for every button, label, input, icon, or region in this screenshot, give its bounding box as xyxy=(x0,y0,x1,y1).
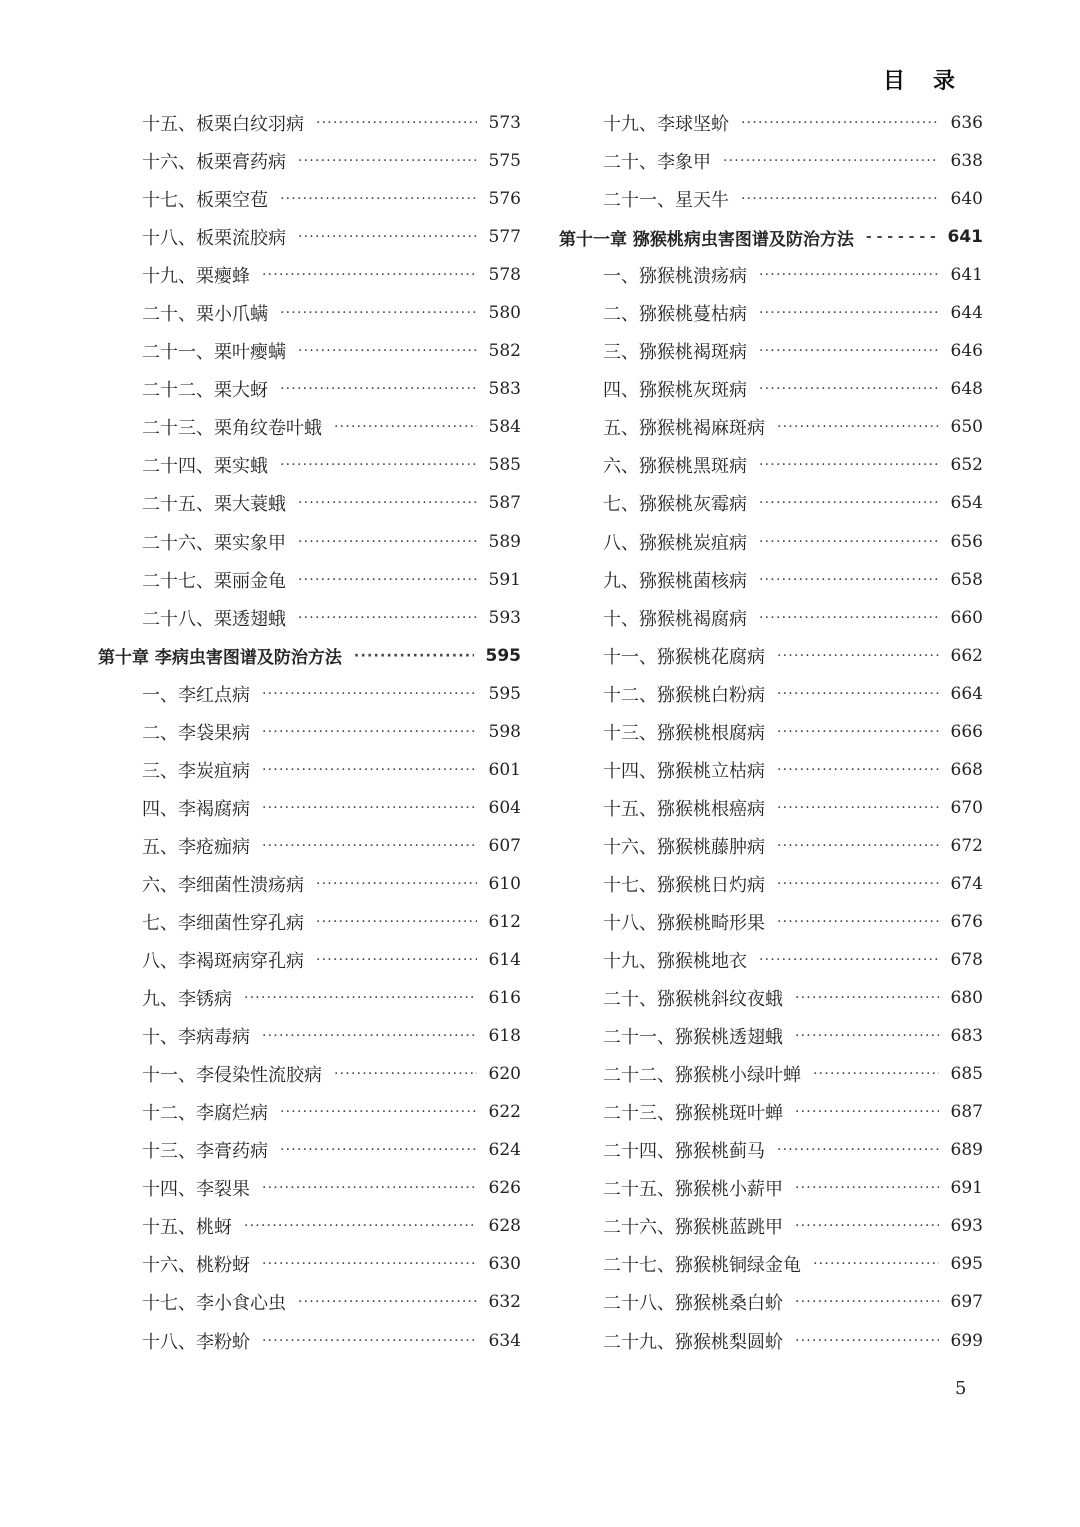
toc-entry-title: 十三、李膏药病 xyxy=(142,1141,268,1163)
toc-entry-title: 三、猕猴桃褐斑病 xyxy=(603,342,747,364)
toc-entry[interactable] xyxy=(559,1322,983,1360)
toc-entry-title: 十七、李小食心虫 xyxy=(142,1293,286,1315)
toc-entry-title: 二十、猕猴桃斜纹夜蛾 xyxy=(603,989,783,1011)
toc-entry-page: 610 xyxy=(488,873,521,894)
toc-leader-dots xyxy=(759,267,939,283)
toc-entry-title: 五、猕猴桃褐麻斑病 xyxy=(603,418,765,440)
toc-entry-title: 七、李细菌性穿孔病 xyxy=(142,913,304,934)
toc-entry-page: 652 xyxy=(950,455,983,476)
toc-leader-dots xyxy=(795,1180,939,1196)
toc-entry-title: 十一、李侵染性流胶病 xyxy=(142,1065,322,1087)
toc-entry-title: 八、猕猴桃炭疽病 xyxy=(603,532,747,554)
toc-entry-title: 十五、板栗白纹羽病 xyxy=(142,114,304,136)
toc-entry-page: 697 xyxy=(950,1292,983,1313)
toc-entry[interactable] xyxy=(98,1131,521,1169)
toc-leader-dots xyxy=(262,800,477,816)
toc-leader-dots xyxy=(334,1066,477,1082)
toc-entry-page: 612 xyxy=(488,912,521,932)
toc-leader-dots xyxy=(280,1104,477,1120)
toc-entry-page: 646 xyxy=(950,341,983,362)
toc-entry-title: 二、李袋果病 xyxy=(142,722,250,744)
toc-entry-page: 622 xyxy=(488,1102,521,1123)
toc-entry[interactable] xyxy=(98,446,521,484)
toc-entry-page: 618 xyxy=(488,1026,521,1047)
toc-entry-title: 一、猕猴桃溃疡病 xyxy=(603,266,747,288)
toc-entry[interactable] xyxy=(98,408,521,446)
toc-leader-dots xyxy=(262,1333,477,1349)
toc-entry[interactable] xyxy=(559,1207,983,1245)
toc-entry[interactable] xyxy=(98,599,521,637)
toc-entry-page: 672 xyxy=(950,835,983,856)
toc-entry-title: 十一、猕猴桃花腐病 xyxy=(603,646,765,668)
toc-leader-dots xyxy=(316,115,477,131)
toc-entry-page: 577 xyxy=(488,227,521,248)
toc-entry-page: 678 xyxy=(950,950,983,971)
toc-entry-page: 666 xyxy=(950,721,983,742)
toc-entry[interactable] xyxy=(98,675,521,713)
toc-entry-title: 十八、猕猴桃畸形果 xyxy=(603,913,765,934)
toc-entry-title: 二十八、栗透翅蛾 xyxy=(142,608,286,630)
toc-entry-title: 十三、猕猴桃根腐病 xyxy=(603,722,765,744)
toc-leader-dots xyxy=(298,534,477,550)
toc-entry-title: 十六、桃粉蚜 xyxy=(142,1255,250,1277)
toc-entry-title: 二十一、栗叶瘿螨 xyxy=(142,342,286,364)
toc-entry-page: 587 xyxy=(488,493,521,514)
toc-entry-title: 二十三、栗角纹卷叶蛾 xyxy=(142,418,322,440)
toc-entry[interactable] xyxy=(559,332,983,370)
toc-leader-dots xyxy=(813,1256,939,1272)
toc-leader-dots xyxy=(298,572,477,588)
toc-entry[interactable] xyxy=(559,941,983,979)
toc-entry[interactable] xyxy=(98,1283,521,1321)
toc-entry[interactable] xyxy=(559,599,983,637)
toc-entry[interactable] xyxy=(559,637,983,675)
toc-entry[interactable] xyxy=(98,865,521,903)
toc-leader-dots xyxy=(759,610,939,626)
toc-entry-page: 689 xyxy=(950,1140,983,1161)
toc-entry-title: 十五、猕猴桃根癌病 xyxy=(603,798,765,820)
toc-entry-page: 638 xyxy=(950,151,983,172)
toc-entry[interactable] xyxy=(98,1207,521,1245)
toc-entry-title: 八、李褐斑病穿孔病 xyxy=(142,951,304,973)
toc-entry-title: 四、猕猴桃灰斑病 xyxy=(603,380,747,402)
toc-entry-title: 十、猕猴桃褐腐病 xyxy=(603,608,747,630)
toc-entry[interactable] xyxy=(559,1055,983,1093)
toc-entry[interactable] xyxy=(559,979,983,1017)
toc-entry[interactable] xyxy=(559,903,983,941)
toc-entry[interactable] xyxy=(98,256,521,294)
toc-leader-dots xyxy=(777,800,939,816)
toc-entry-page: 685 xyxy=(950,1064,983,1085)
toc-entry-page: 656 xyxy=(950,531,983,552)
toc-leader-dots xyxy=(777,419,939,435)
toc-entry-title: 五、李疮痂病 xyxy=(142,836,250,858)
toc-entry-title: 第十章 李病虫害图谱及防治方法 xyxy=(98,648,342,669)
toc-leader-dots xyxy=(262,762,477,778)
toc-leader-dots xyxy=(280,457,477,473)
toc-entry[interactable] xyxy=(559,751,983,789)
toc-entry-title: 二十、栗小爪螨 xyxy=(142,304,268,326)
toc-entry[interactable] xyxy=(98,523,521,561)
toc-entry[interactable] xyxy=(559,561,983,599)
toc-entry-page: 693 xyxy=(950,1216,983,1237)
toc-entry-page: 630 xyxy=(488,1254,521,1275)
toc-entry-page: 616 xyxy=(488,988,521,1009)
toc-leader-dots xyxy=(298,1294,477,1310)
toc-leader-dots xyxy=(280,381,477,397)
toc-entry[interactable] xyxy=(98,1093,521,1131)
toc-leader-dots xyxy=(244,1218,477,1234)
section-header: 目录 xyxy=(882,69,983,94)
toc-entry-title: 二十七、栗丽金龟 xyxy=(142,570,286,592)
toc-right-column xyxy=(559,104,983,1360)
toc-entry-title: 二十四、栗实蛾 xyxy=(142,456,268,478)
toc-entry-title: 九、猕猴桃菌核病 xyxy=(603,570,747,592)
toc-left-column xyxy=(98,104,521,1360)
toc-entry-page: 658 xyxy=(950,569,983,590)
toc-entry-title: 十八、李粉蚧 xyxy=(142,1331,250,1353)
toc-entry-title: 十八、板栗流胶病 xyxy=(142,228,286,250)
toc-entry[interactable] xyxy=(98,484,521,522)
toc-leader-dots xyxy=(262,838,477,854)
toc-entry[interactable] xyxy=(559,180,983,218)
toc-entry[interactable] xyxy=(98,180,521,218)
toc-entry[interactable] xyxy=(98,903,521,941)
toc-leader-dots xyxy=(759,534,939,550)
toc-entry-title: 十二、猕猴桃白粉病 xyxy=(603,684,765,706)
toc-leader-dots xyxy=(262,686,477,702)
toc-leader-dots xyxy=(795,1028,939,1044)
toc-entry[interactable] xyxy=(559,1131,983,1169)
toc-entry-page: 634 xyxy=(488,1330,521,1351)
toc-leader-dots xyxy=(298,343,477,359)
toc-leader-dots xyxy=(777,838,939,854)
toc-entry-page: 589 xyxy=(488,531,521,552)
toc-entry-page: 664 xyxy=(950,683,983,704)
toc-entry-page: 680 xyxy=(950,988,983,1009)
toc-entry-page: 576 xyxy=(488,189,521,210)
toc-entry-title: 六、猕猴桃黑斑病 xyxy=(603,456,747,478)
toc-entry[interactable] xyxy=(98,370,521,408)
toc-entry-page: 641 xyxy=(947,227,983,248)
toc-entry-page: 591 xyxy=(488,569,521,590)
toc-leader-dots xyxy=(795,1104,939,1120)
toc-leader-dots xyxy=(759,952,939,968)
toc-leader-dots xyxy=(280,1142,477,1158)
toc-entry-page: 595 xyxy=(485,645,521,666)
toc-entry[interactable] xyxy=(559,1093,983,1131)
toc-entry[interactable] xyxy=(559,370,983,408)
toc-leader-dots xyxy=(759,572,939,588)
toc-leader-dots xyxy=(777,876,939,892)
toc-entry[interactable] xyxy=(98,1055,521,1093)
toc-entry[interactable] xyxy=(559,446,983,484)
toc-entry-title: 二十九、猕猴桃梨圆蚧 xyxy=(603,1331,783,1353)
toc-leader-dots xyxy=(777,686,939,702)
toc-leader-dots xyxy=(795,990,939,1006)
toc-entry[interactable] xyxy=(559,1283,983,1321)
toc-entry-page: 641 xyxy=(950,265,983,286)
toc-entry-title: 二十六、猕猴桃蓝跳甲 xyxy=(603,1217,783,1239)
toc-entry[interactable] xyxy=(98,1017,521,1055)
toc-entry-page: 650 xyxy=(950,417,983,438)
toc-entry[interactable] xyxy=(559,408,983,446)
toc-entry-title: 二十五、猕猴桃小薪甲 xyxy=(603,1179,783,1201)
toc-leader-dots xyxy=(244,990,477,1006)
toc-entry-title: 十七、猕猴桃日灼病 xyxy=(603,874,765,896)
toc-entry-title: 四、李褐腐病 xyxy=(142,798,250,820)
toc-entry-page: 699 xyxy=(950,1330,983,1351)
toc-leader-dots xyxy=(298,495,477,511)
toc-entry[interactable] xyxy=(98,827,521,865)
toc-leader-dots xyxy=(866,229,938,245)
toc-leader-dots xyxy=(795,1294,939,1310)
toc-entry[interactable] xyxy=(98,142,521,180)
toc-entry-title: 二、猕猴桃蔓枯病 xyxy=(603,304,747,326)
toc-leader-dots xyxy=(813,1066,939,1082)
toc-entry-page: 624 xyxy=(488,1140,521,1161)
toc-entry-title: 二十二、猕猴桃小绿叶蝉 xyxy=(603,1065,801,1087)
toc-leader-dots xyxy=(280,191,477,207)
toc-leader-dots xyxy=(262,267,477,283)
toc-entry-title: 十五、桃蚜 xyxy=(142,1217,232,1239)
toc-entry-title: 十七、板栗空苞 xyxy=(142,190,268,212)
toc-entry-page: 583 xyxy=(488,379,521,400)
toc-entry[interactable] xyxy=(559,827,983,865)
toc-entry-title: 七、猕猴桃灰霉病 xyxy=(603,494,747,516)
toc-entry-title: 二十、李象甲 xyxy=(603,152,711,174)
toc-leader-dots xyxy=(795,1218,939,1234)
toc-entry[interactable] xyxy=(559,484,983,522)
toc-leader-dots xyxy=(298,153,477,169)
toc-entry[interactable] xyxy=(98,218,521,256)
toc-entry-page: 604 xyxy=(488,797,521,818)
toc-entry-page: 644 xyxy=(950,303,983,324)
toc-entry-title: 二十六、栗实象甲 xyxy=(142,532,286,554)
toc-leader-dots xyxy=(723,153,939,169)
toc-leader-dots xyxy=(777,914,939,930)
toc-entry-title: 六、李细菌性溃疡病 xyxy=(142,874,304,896)
toc-entry-page: 626 xyxy=(488,1178,521,1199)
toc-entry-page: 580 xyxy=(488,303,521,324)
toc-leader-dots xyxy=(262,724,477,740)
toc-entry-title: 二十七、猕猴桃铜绿金龟 xyxy=(603,1255,801,1277)
toc-entry-page: 654 xyxy=(950,493,983,514)
toc-entry-page: 662 xyxy=(950,645,983,666)
toc-entry-title: 十九、栗瘿蜂 xyxy=(142,266,250,288)
toc-entry-title: 十九、李球坚蚧 xyxy=(603,114,729,136)
toc-entry-page: 640 xyxy=(950,189,983,210)
toc-entry[interactable] xyxy=(559,675,983,713)
toc-entry[interactable] xyxy=(98,1322,521,1360)
toc-entry-page: 668 xyxy=(950,759,983,780)
toc-entry-page: 573 xyxy=(488,113,521,134)
toc-entry-page: 607 xyxy=(488,835,521,856)
toc-entry[interactable] xyxy=(559,523,983,561)
toc-entry-title: 十二、李腐烂病 xyxy=(142,1103,268,1125)
toc-entry-page: 614 xyxy=(488,950,521,971)
toc-chapter-heading[interactable] xyxy=(98,637,521,675)
toc-entry[interactable] xyxy=(98,1245,521,1283)
toc-leader-dots xyxy=(298,610,477,626)
toc-entry-title: 十、李病毒病 xyxy=(142,1027,250,1049)
toc-entry-title: 二十一、星天牛 xyxy=(603,190,729,212)
toc-entry-page: 670 xyxy=(950,797,983,818)
toc-leader-dots xyxy=(316,914,477,930)
toc-entry[interactable] xyxy=(98,332,521,370)
toc-entry[interactable] xyxy=(559,1017,983,1055)
page-number: 5 xyxy=(955,1378,967,1399)
toc-entry-page: 628 xyxy=(488,1216,521,1237)
toc-entry-page: 691 xyxy=(950,1178,983,1199)
toc-entry[interactable] xyxy=(559,713,983,751)
toc-entry-title: 十六、板栗膏药病 xyxy=(142,152,286,174)
toc-leader-dots xyxy=(280,305,477,321)
toc-entry-page: 676 xyxy=(950,912,983,932)
toc-entry-title: 三、李炭疽病 xyxy=(142,760,250,782)
toc-entry-title: 二十四、猕猴桃蓟马 xyxy=(603,1141,765,1163)
toc-leader-dots xyxy=(741,191,939,207)
toc-chapter-heading[interactable] xyxy=(559,218,983,256)
toc-entry-title: 二十五、栗大蓑蛾 xyxy=(142,494,286,516)
toc-leader-dots xyxy=(759,343,939,359)
toc-entry-page: 575 xyxy=(488,151,521,172)
toc-leader-dots xyxy=(759,381,939,397)
toc-entry[interactable] xyxy=(98,713,521,751)
toc-entry-page: 585 xyxy=(488,455,521,476)
toc-entry-page: 620 xyxy=(488,1064,521,1085)
toc-entry-page: 598 xyxy=(488,721,521,742)
toc-leader-dots xyxy=(334,419,477,435)
toc-entry[interactable] xyxy=(559,142,983,180)
toc-leader-dots xyxy=(777,648,939,664)
toc-entry-page: 683 xyxy=(950,1026,983,1047)
toc-entry-page: 632 xyxy=(488,1292,521,1313)
toc-leader-dots xyxy=(262,1028,477,1044)
toc-entry-title: 九、李锈病 xyxy=(142,989,232,1011)
toc-entry-page: 660 xyxy=(950,607,983,628)
toc-entry-page: 648 xyxy=(950,379,983,400)
toc-entry-page: 595 xyxy=(488,683,521,704)
toc-entry-title: 二十二、栗大蚜 xyxy=(142,380,268,402)
toc-entry[interactable] xyxy=(559,256,983,294)
toc-entry-page: 687 xyxy=(950,1102,983,1123)
toc-entry[interactable] xyxy=(559,865,983,903)
toc-entry[interactable] xyxy=(98,561,521,599)
toc-entry-title: 二十三、猕猴桃斑叶蝉 xyxy=(603,1103,783,1125)
toc-entry-page: 674 xyxy=(950,873,983,894)
toc-leader-dots xyxy=(777,1142,939,1158)
toc-entry-title: 一、李红点病 xyxy=(142,684,250,706)
toc-entry[interactable] xyxy=(98,294,521,332)
toc-entry-page: 582 xyxy=(488,341,521,362)
toc-entry-page: 601 xyxy=(488,759,521,780)
toc-leader-dots xyxy=(795,1333,939,1349)
toc-entry-page: 578 xyxy=(488,265,521,286)
toc-leader-dots xyxy=(777,762,939,778)
toc-entry[interactable] xyxy=(98,751,521,789)
toc-entry[interactable] xyxy=(559,294,983,332)
toc-entry[interactable] xyxy=(98,979,521,1017)
toc-entry[interactable] xyxy=(559,1245,983,1283)
toc-entry[interactable] xyxy=(98,941,521,979)
toc-leader-dots xyxy=(262,1256,477,1272)
toc-leader-dots xyxy=(316,876,477,892)
toc-entry[interactable] xyxy=(98,789,521,827)
toc-entry-page: 584 xyxy=(488,417,521,438)
toc-leader-dots xyxy=(354,648,474,664)
toc-entry-title: 十九、猕猴桃地衣 xyxy=(603,951,747,973)
toc-entry-title: 十四、猕猴桃立枯病 xyxy=(603,760,765,782)
toc-leader-dots xyxy=(777,724,939,740)
toc-entry-page: 695 xyxy=(950,1254,983,1275)
toc-leader-dots xyxy=(298,229,477,245)
toc-entry-title: 第十一章 猕猴桃病虫害图谱及防治方法 xyxy=(559,229,854,250)
toc-entry-page: 636 xyxy=(950,113,983,134)
toc-entry[interactable] xyxy=(559,1169,983,1207)
toc-leader-dots xyxy=(316,952,477,968)
toc-leader-dots xyxy=(262,1180,477,1196)
toc-entry[interactable] xyxy=(559,789,983,827)
toc-entry-title: 二十一、猕猴桃透翅蛾 xyxy=(603,1027,783,1049)
toc-entry-title: 二十八、猕猴桃桑白蚧 xyxy=(603,1293,783,1315)
toc-entry-title: 十四、李裂果 xyxy=(142,1179,250,1201)
toc-entry-title: 十六、猕猴桃藤肿病 xyxy=(603,836,765,858)
toc-leader-dots xyxy=(741,115,939,131)
toc-entry[interactable] xyxy=(98,1169,521,1207)
toc-entry[interactable] xyxy=(559,104,983,142)
toc-leader-dots xyxy=(759,495,939,511)
toc-leader-dots xyxy=(759,457,939,473)
toc-leader-dots xyxy=(759,305,939,321)
toc-entry[interactable] xyxy=(98,104,521,142)
toc-entry-page: 593 xyxy=(488,607,521,628)
